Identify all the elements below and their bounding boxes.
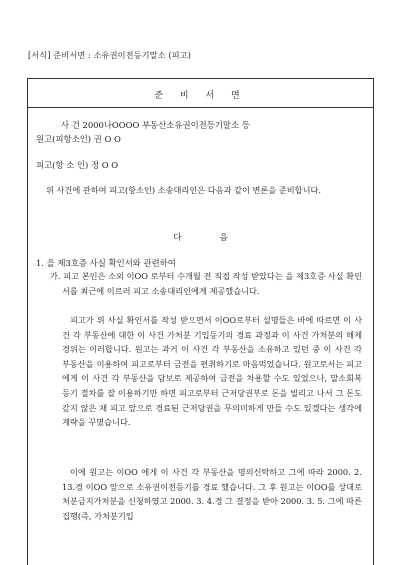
case-line: 사 건 2000나OOOO 부동산소유권이전등기말소 등 [61,120,250,130]
title-divider [28,107,373,108]
document-title: 준 비 서 면 [154,91,247,101]
intro-paragraph: 위 사건에 관하여 피고(항소인) 소송대리인은 다음과 같이 변론을 준비합니다. [46,185,321,195]
paragraph-3: 이에 원고는 이OO 에게 이 사건 각 부동산을 명의신탁하고 그에 따라 2000. 2. 13.경 이OO 앞으로 소유권이전등기를 경료 했습니다. 그 후 원고는 이OO를 상대로 처분금지가처분을 신청하였고 2000. 3. 4.경 그 결정을 받아 2000. 3. 5. 그에 따른 집행(즉, 가처분기입 [62,467,362,521]
heading-right: 음 [219,233,228,243]
section-heading [28,231,373,243]
item-ga: 가. 피고 본인은 소외 이OO 로부터 수개월 전 직접 작성 받았다는 을 제3호증 사실 확인서를 최근에 이르러 피고 소송대리인에게 제공했습니다. [50,271,362,296]
heading-left: 다 [173,233,182,243]
document-frame [27,78,374,565]
section-1-title: 1. 을 제3호증 사실 확인서와 관련하여 [36,258,176,268]
defendant-line: 피고(항 소 인) 정 O O [36,160,119,170]
form-caption: [서식] 준비서면 : 소유권이전등기말소 (피고) [28,50,192,60]
paragraph-2: 피고가 위 사실 확인서를 작성 받으면서 이OO로부터 설명들은 바에 따르면 이 사건 각 부동산에 대한 이 사건 가처분 기입등기의 경료 과정과 이 사건 가처분의 해제 경위는 이러합니다. 원고는 과거 이 사건 각 부동산을 소유하고 있던 중 이 사건 각 부동산을 이용하여 피고로부터 금전을 편취하기로 마음먹었습니다. 원고로서는 피고에게 이 사건 각 부동산을 담보로 제공하여 금전을 차용할 수도 있었으나, 말소회복등기 절차를 잘 이용하기만 하면 피고로부터 근저당권부로 돈을 빌리고 나서 그 돈도 갚지 않은 채 피고 앞으로 경료된 근저당권을 무의미하게 만들 수도 있겠다는 생각에 계략을 꾸몄습니다. [62,315,362,428]
plaintiff-line: 원고(피항소인) 권 O O [36,134,121,144]
